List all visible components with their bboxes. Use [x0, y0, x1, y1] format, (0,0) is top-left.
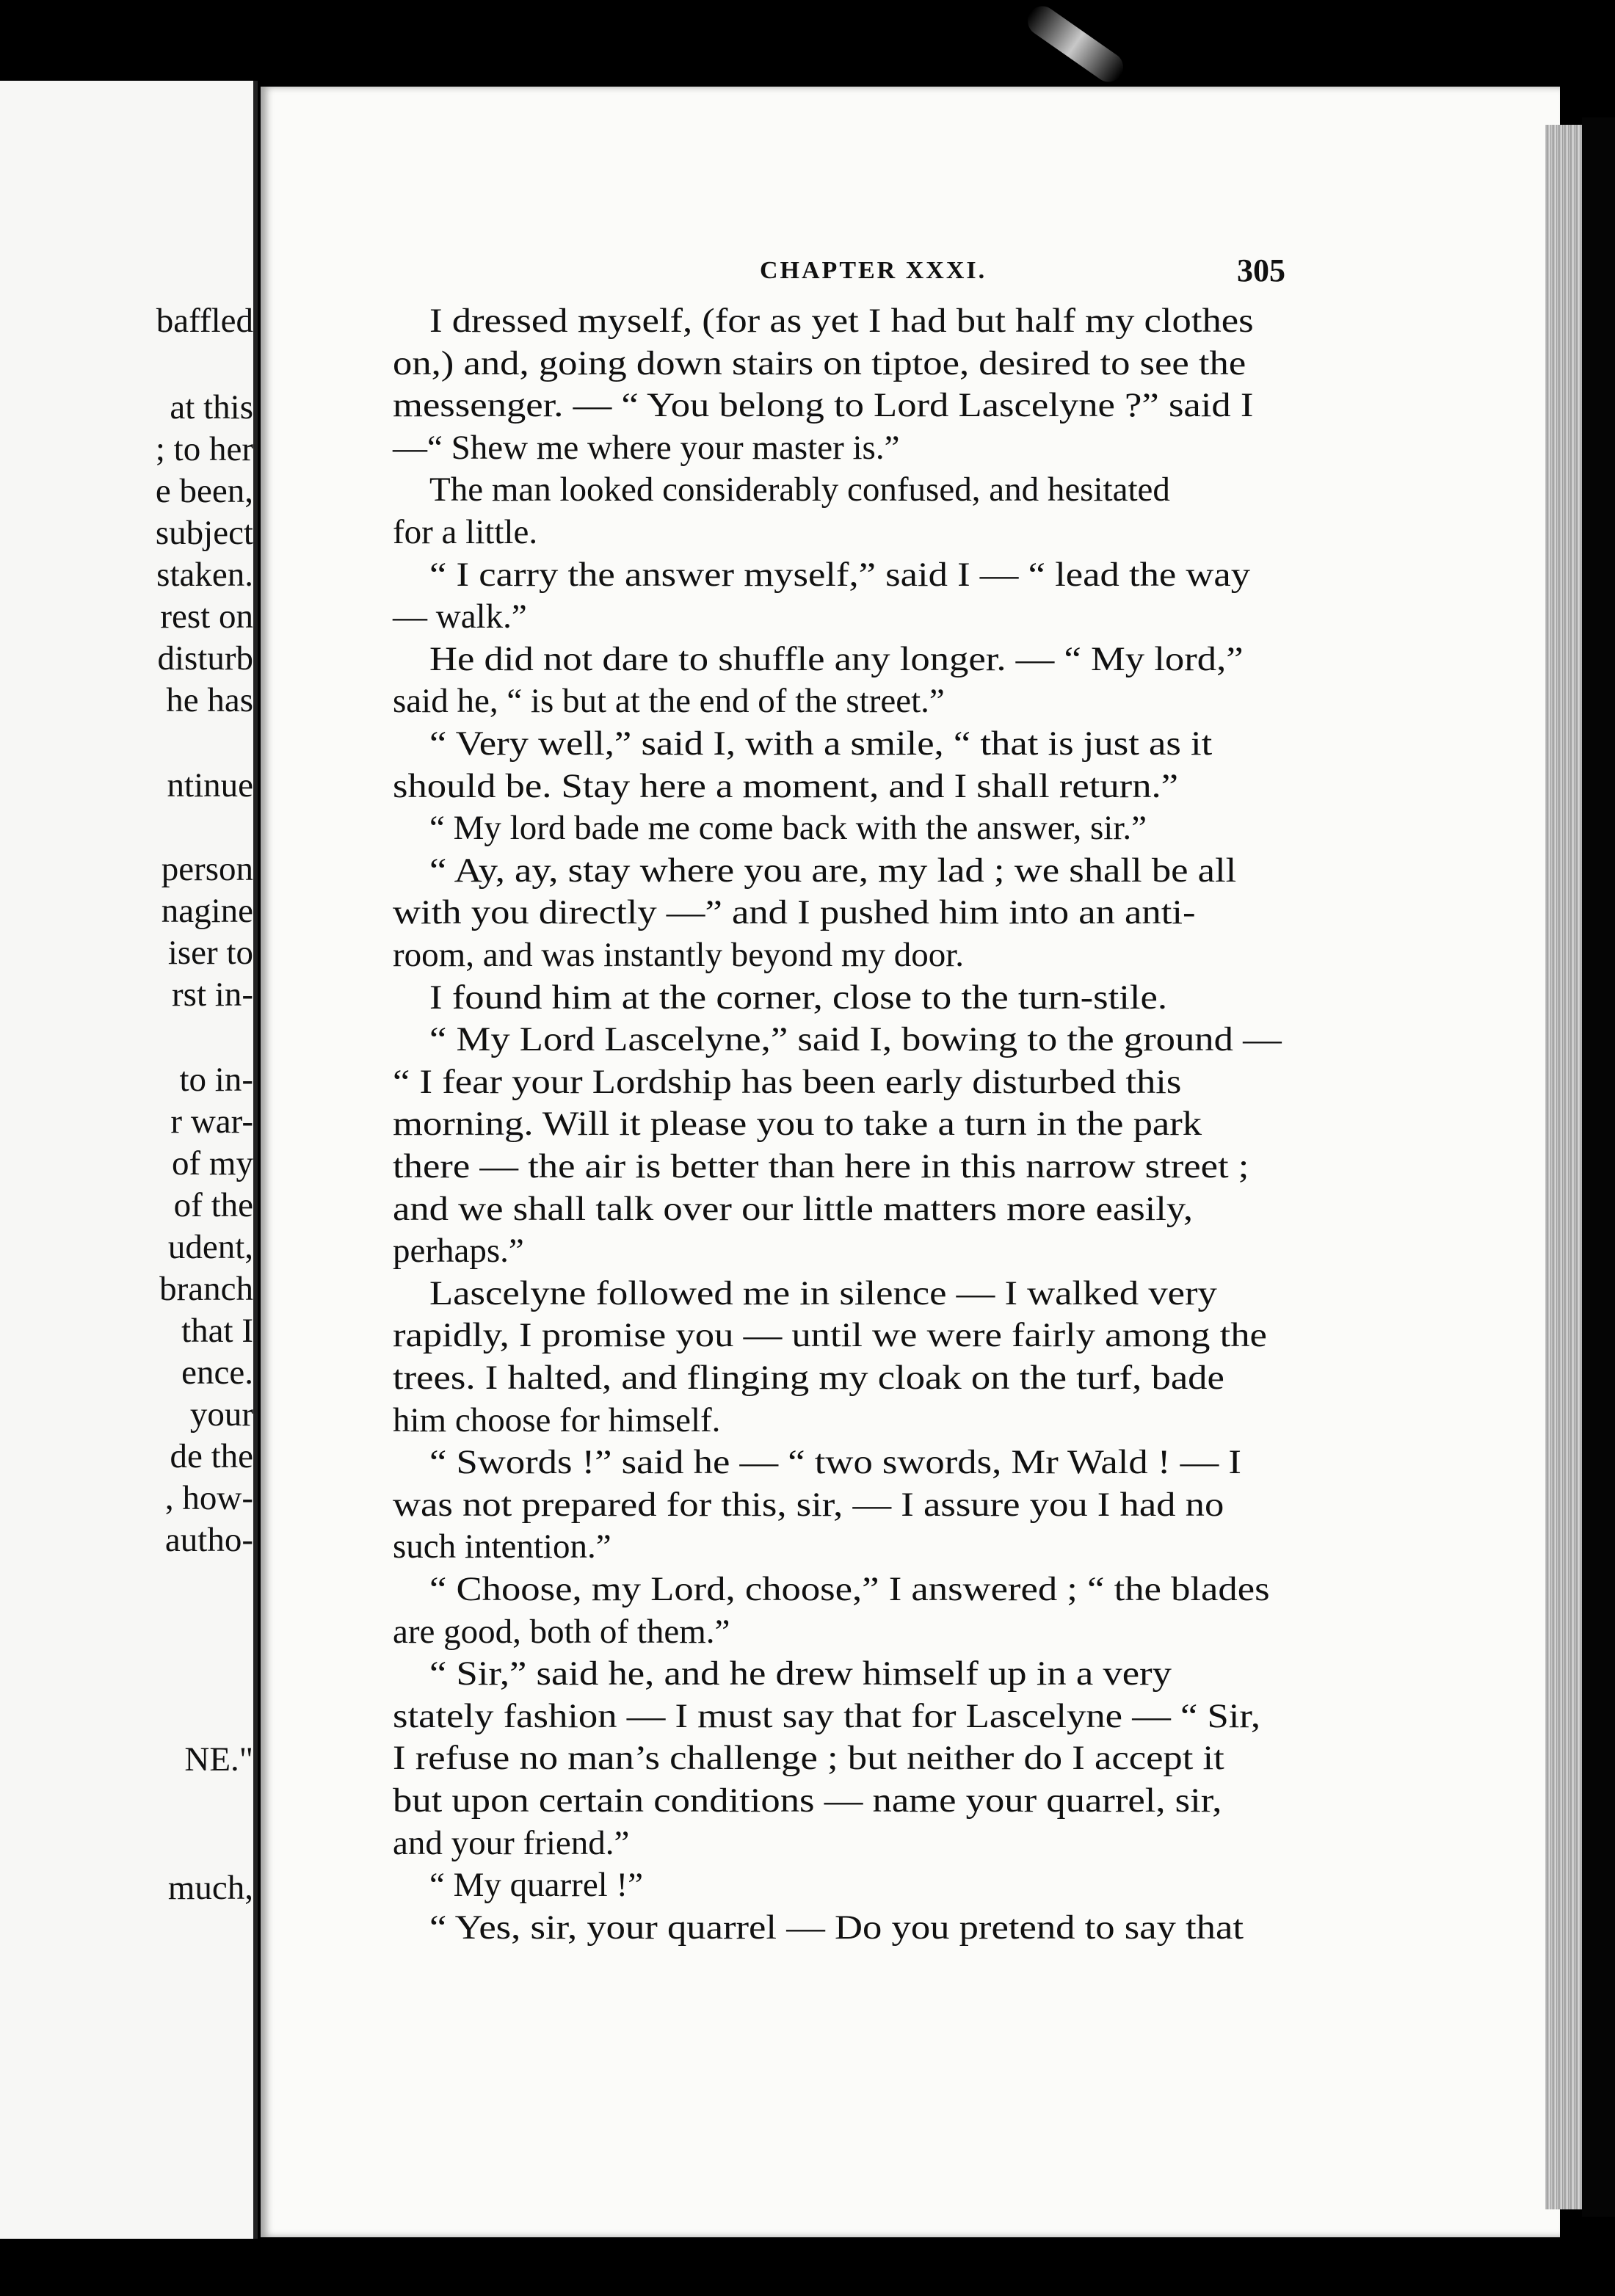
left-page-fragment: at this: [170, 388, 253, 426]
body-line: such intention.”: [393, 1527, 611, 1566]
body-line: are good, both of them.”: [393, 1612, 730, 1651]
left-page-fragment: much,: [167, 1869, 253, 1907]
left-page-fragment: ence.: [181, 1354, 253, 1392]
body-line: should be. Stay here a moment, and I shall return.”: [393, 766, 1179, 805]
body-line: The man looked considerably confused, and hesitated: [429, 471, 1170, 509]
body-line: on,) and, going down stairs on tiptoe, desired to see the: [393, 344, 1246, 382]
body-line: “ My lord bade me come back with the answer, sir.”: [429, 809, 1147, 848]
left-page-fragment: baffled: [156, 302, 253, 340]
body-line: there — the air is better than here in this narrow street ;: [393, 1147, 1249, 1185]
page-edge-stack: [1545, 125, 1582, 2209]
body-line: “ I carry the answer myself,” said I — “ lead the way: [429, 555, 1251, 594]
body-line: “ Yes, sir, your quarrel — Do you pretend to say that: [429, 1908, 1244, 1947]
body-line: I dressed myself, (for as yet I had but half my clothes: [429, 302, 1254, 340]
left-page-fragment: ntinue: [167, 766, 253, 804]
body-line: messenger. — “ You belong to Lord Lascelyne ?” said I: [393, 386, 1254, 425]
body-line: but upon certain conditions — name your quarrel, sir,: [393, 1781, 1222, 1820]
page-number: 305: [1237, 253, 1285, 288]
body-line: “ My Lord Lascelyne,” said I, bowing to the ground —: [429, 1020, 1282, 1059]
body-line: and your friend.”: [393, 1823, 630, 1862]
body-line: “ Choose, my Lord, choose,” I answered ; “ the blades: [429, 1570, 1270, 1608]
body-line: I found him at the corner, close to the turn-stile.: [429, 978, 1168, 1017]
left-page-fragment: iser to: [167, 934, 253, 972]
left-page-fragment: of the: [173, 1186, 253, 1224]
left-page-fragment: e been,: [155, 472, 253, 510]
body-line: perhaps.”: [393, 1232, 524, 1271]
body-line: “ Sir,” said he, and he drew himself up in a very: [429, 1654, 1172, 1693]
left-page-fragment: he has: [166, 681, 253, 719]
left-page-fragment: that I: [181, 1312, 253, 1350]
body-line: “ Swords !” said he — “ two swords, Mr Wald ! — I: [429, 1443, 1241, 1482]
body-line: “ I fear your Lordship has been early disturbed this: [393, 1062, 1182, 1101]
body-line: said he, “ is but at the end of the street.”: [393, 682, 945, 721]
body-line: and we shall talk over our little matters more easily,: [393, 1189, 1194, 1228]
left-page-fragment: NE.": [184, 1740, 253, 1779]
left-page-fragment: udent,: [167, 1228, 253, 1266]
left-page-fragment: subject: [155, 514, 253, 552]
left-page-fragment: to in-: [179, 1061, 253, 1099]
left-page-fragment: rest on: [160, 597, 253, 636]
body-line: I refuse no man’s challenge ; but neither do I accept it: [393, 1739, 1224, 1778]
left-page-fragment: ; to her: [155, 430, 253, 468]
left-page-fragment: person: [161, 850, 253, 888]
body-line: with you directly —” and I pushed him into an anti-: [393, 893, 1196, 932]
left-page-fragment: autho-: [164, 1521, 253, 1559]
body-line: “ Very well,” said I, with a smile, “ that is just as it: [429, 724, 1213, 763]
body-line: room, and was instantly beyond my door.: [393, 936, 965, 974]
left-page-fragment: , how-: [164, 1479, 253, 1517]
left-page-fragment: de the: [170, 1437, 253, 1475]
body-line: “ Ay, ay, stay where you are, my lad ; we shall be all: [429, 851, 1237, 890]
scan-glare: [1022, 1, 1129, 88]
body-line: trees. I halted, and flinging my cloak on the turf, bade: [393, 1359, 1224, 1397]
body-line: “ My quarrel !”: [429, 1866, 643, 1905]
body-line: —“ Shew me where your master is.”: [393, 428, 900, 467]
left-page-fragment: rst in-: [172, 976, 253, 1014]
left-page-fragment: of my: [172, 1144, 253, 1182]
body-line: for a little.: [393, 513, 538, 551]
left-page-fragment: disturb: [157, 639, 253, 677]
left-page-fragment: r war-: [170, 1102, 253, 1141]
running-head: CHAPTER XXXI.: [760, 257, 987, 284]
body-line: Lascelyne followed me in silence — I walked very: [429, 1274, 1217, 1312]
body-line: stately fashion — I must say that for Lascelyne — “ Sir,: [393, 1696, 1261, 1735]
body-line: him choose for himself.: [393, 1401, 721, 1439]
left-page-fragment: nagine: [161, 892, 253, 930]
left-facing-page: [0, 81, 258, 2239]
left-page-fragment: branch: [159, 1270, 253, 1308]
edge-shadow: [1582, 117, 1615, 2217]
left-page-fragment: your: [189, 1395, 253, 1434]
body-line: rapidly, I promise you — until we were fairly among the: [393, 1316, 1267, 1355]
body-line: was not prepared for this, sir, — I assure you I had no: [393, 1485, 1224, 1524]
left-page-fragment: staken.: [156, 556, 253, 594]
body-line: — walk.”: [393, 597, 527, 636]
body-line: He did not dare to shuffle any longer. — “ My lord,”: [429, 639, 1244, 678]
body-line: morning. Will it please you to take a turn in the park: [393, 1105, 1202, 1144]
